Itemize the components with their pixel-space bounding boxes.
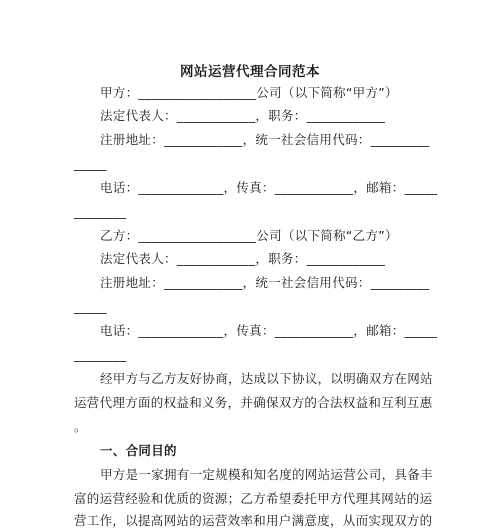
section-heading: 一、合同目的 [100, 443, 177, 458]
party-b-contact-line: 电话：_____________，传真：____________，邮箱：_____ [100, 323, 438, 338]
party-b-address-line: 注册地址：____________，统一社会信用代码：_________ [100, 275, 430, 290]
section-body-line: 甲方是一家拥有一定规模和知名度的网站运营公司，具备丰 [100, 467, 433, 482]
intro-paragraph-line: 运营代理方面的权益和义务，并确保双方的合法权益和互利互惠 [74, 395, 433, 410]
party-b-address-continuation: _____ [74, 299, 107, 314]
section-body-line: 富的运营经验和优质的资源；乙方希望委托甲方代理其网站的运 [74, 491, 433, 506]
party-a-contact-continuation: ________ [74, 204, 127, 219]
party-b-contact-continuation: ________ [74, 347, 127, 362]
party-a-rep-line: 法定代表人：____________，职务：____________ [100, 108, 386, 123]
intro-paragraph-line: 经甲方与乙方友好协商，达成以下协议，以明确双方在网站 [100, 371, 433, 386]
party-a-name-line: 甲方：__________________公司（以下简称“甲方”） [100, 85, 398, 100]
intro-paragraph-line: 。 [74, 419, 87, 434]
party-a-address-continuation: _____ [74, 156, 107, 171]
party-a-address-line: 注册地址：____________，统一社会信用代码：_________ [100, 132, 430, 147]
party-b-name-line: 乙方：__________________公司（以下简称“乙方”） [100, 228, 398, 243]
document-title: 网站运营代理合同范本 [180, 64, 320, 80]
section-body-line: 营工作，以提高网站的运营效率和用户满意度，从而实现双方的 [74, 513, 433, 528]
party-a-contact-line: 电话：_____________，传真：____________，邮箱：_____ [100, 180, 438, 195]
party-b-rep-line: 法定代表人：____________，职务：____________ [100, 251, 386, 266]
